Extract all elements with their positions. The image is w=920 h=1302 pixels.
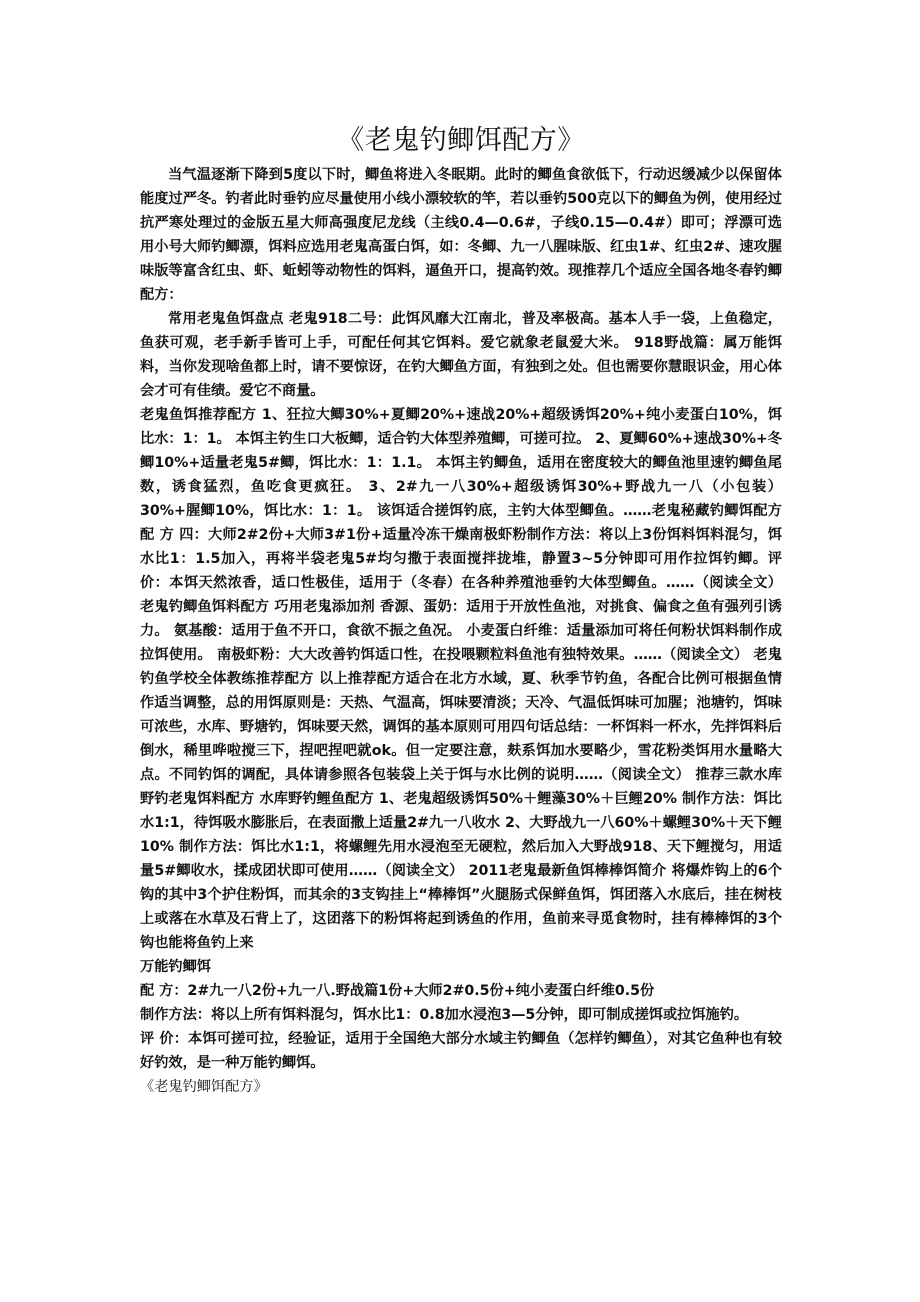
recipe-method-line: 制作方法：将以上所有饵料混匀，饵水比1：0.8加水浸泡3—5分钟，即可制成搓饵或拉饵施钓。 [140,1007,749,1023]
section-heading-universal-bait: 万能钓鲫饵 [140,959,211,975]
footer-title: 《老鬼钓鲫饵配方》 [140,1079,268,1095]
document-page [140,118,782,1099]
recipe-review-line: 评 价：本饵可搓可拉，经验证，适用于全国绝大部分水域主钓鲫鱼（怎样钓鲫鱼），对其它鱼种也有较好钓效，是一种万能钓鲫饵。 [140,1031,782,1071]
bait-review-paragraph: 常用老鬼鱼饵盘点 老鬼918二号：此饵风靡大江南北，普及率极高。基本人手一袋，上鱼稳定，鱼获可观，老手新手皆可上手，可配任何其它饵料。爱它就象老鼠爱大米。 918野战篇：属万能饵料，当你发现啥鱼都上时，请不要惊讶，在钓大鲫鱼方面，有独到之处。但也需要你慧眼识金，用心体会才可有佳绩。爱它不商量。 [140,311,782,399]
recommended-recipes-paragraph: 老鬼鱼饵推荐配方 1、狂拉大鲫30%+夏鲫20%+速战20%+超级诱饵20%+纯小麦蛋白10%，饵比水：1：1。 本饵主钓生口大板鲫，适合钓大体型养殖鲫，可搓可拉。 2、夏鲫60%+速战30%+冬鲫10%+适量老鬼5#鲫，饵比水：1：1.1。 本饵主钓鲫鱼，适用在密度较大的鲫鱼池里速钓鲫鱼尾数，诱食猛烈，鱼吃食更疯狂。 3、2#九一八30%+超级诱饵30%+野战九一八（小包装）30%+腥鲫10%，饵比水：1：1。 该饵适合搓饵钓底，主钓大体型鲫鱼。……老鬼秘藏钓鲫饵配方 配 方 四：大师2#2份+大师3#1份+适量冷冻干燥南极虾粉制作方法：将以上3份饵料饵料混匀，饵水比1：1.5加入，再将半袋老鬼5#均匀撒于表面搅拌拢堆，静置3~5分钟即可用作拉饵钓鲫。评 价：本饵天然浓香，适口性极佳，适用于（冬春）在各种养殖池垂钓大体型鲫鱼。……（阅读全文） 老鬼钓鲫鱼饵料配方 巧用老鬼添加剂 香源、蛋奶：适用于开放性鱼池，对挑食、偏食之鱼有强列引诱力。 氨基酸：适用于鱼不开口，食欲不振之鱼况。 小麦蛋白纤维：适量添加可将任何粉状饵料制作成拉饵使用。 南极虾粉：大大改善钓饵适口性，在投喂颗粒料鱼池有独特效果。……（阅读全文） 老鬼钓鱼学校全体教练推荐配方 以上推荐配方适合在北方水域，夏、秋季节钓鱼，各配合比例可根据鱼情作适当调整，总的用饵原则是：天热、气温高，饵味要清淡；天冷、气温低饵味可加腥；池塘钓，饵味可浓些，水库、野塘钓，饵味要天然，调饵的基本原则可用四句话总结：一杯饵料一杯水，先拌饵料后倒水，稀里哗啦搅三下，捏吧捏吧就ok。但一定要注意，麸系饵加水要略少，雪花粉类饵用水量略大点。不同钓饵的调配，具体请参照各包装袋上关于饵与水比例的说明……（阅读全文） 推荐三款水库野钓老鬼饵料配方 水库野钓鲤鱼配方 1、老鬼超级诱饵50%＋鲤藻30%＋巨鲤20% 制作方法：饵比水1:1，待饵吸水膨胀后，在表面撒上适量2#九一八收水 2、大野战九一八60%＋螺鲤30%＋天下鲤10% 制作方法：饵比水1:1，将螺鲤先用水浸泡至无硬粒，然后加入大野战918、天下鲤搅匀，用适量5#鲫收水，揉成团状即可使用……（阅读全文） 2011老鬼最新鱼饵棒棒饵简介 将爆炸钩上的6个钩的其中3个护住粉饵，而其余的3支钩挂上“棒棒饵”火腿肠式保鲜鱼饵，饵团落入水底后，挂在树枝上或落在水草及石背上了，这团落下的粉饵将起到诱鱼的作用，鱼前来寻觅食物时，挂有棒棒饵的3个钩也能将鱼钓上来 [140,407,782,951]
page-title: 《老鬼钓鲫饵配方》 [337,125,585,156]
intro-paragraph: 当气温逐渐下降到5度以下时，鲫鱼将进入冬眠期。此时的鲫鱼食欲低下，行动迟缓减少以保留体能度过严冬。钓者此时垂钓应尽量使用小线小漂较软的竿，若以垂钓500克以下的鲫鱼为例，使用经过抗严寒处理过的金版五星大师高强度尼龙线（主线0.4—0.6#，子线0.15—0.4#）即可；浮漂可选用小号大师钓鲫漂，饵料应选用老鬼高蛋白饵，如：冬鲫、九一八腥味版、红虫1#、红虫2#、速攻腥味版等富含红虫、虾、蚯蚓等动物性的饵料，逼鱼开口，提高钓效。现推荐几个适应全国各地冬春钓鲫配方： [140,167,782,303]
recipe-formula-line: 配 方：2#九一八2份+九一八.野战篇1份+大师2#0.5份+纯小麦蛋白纤维0.5份 [140,983,655,999]
